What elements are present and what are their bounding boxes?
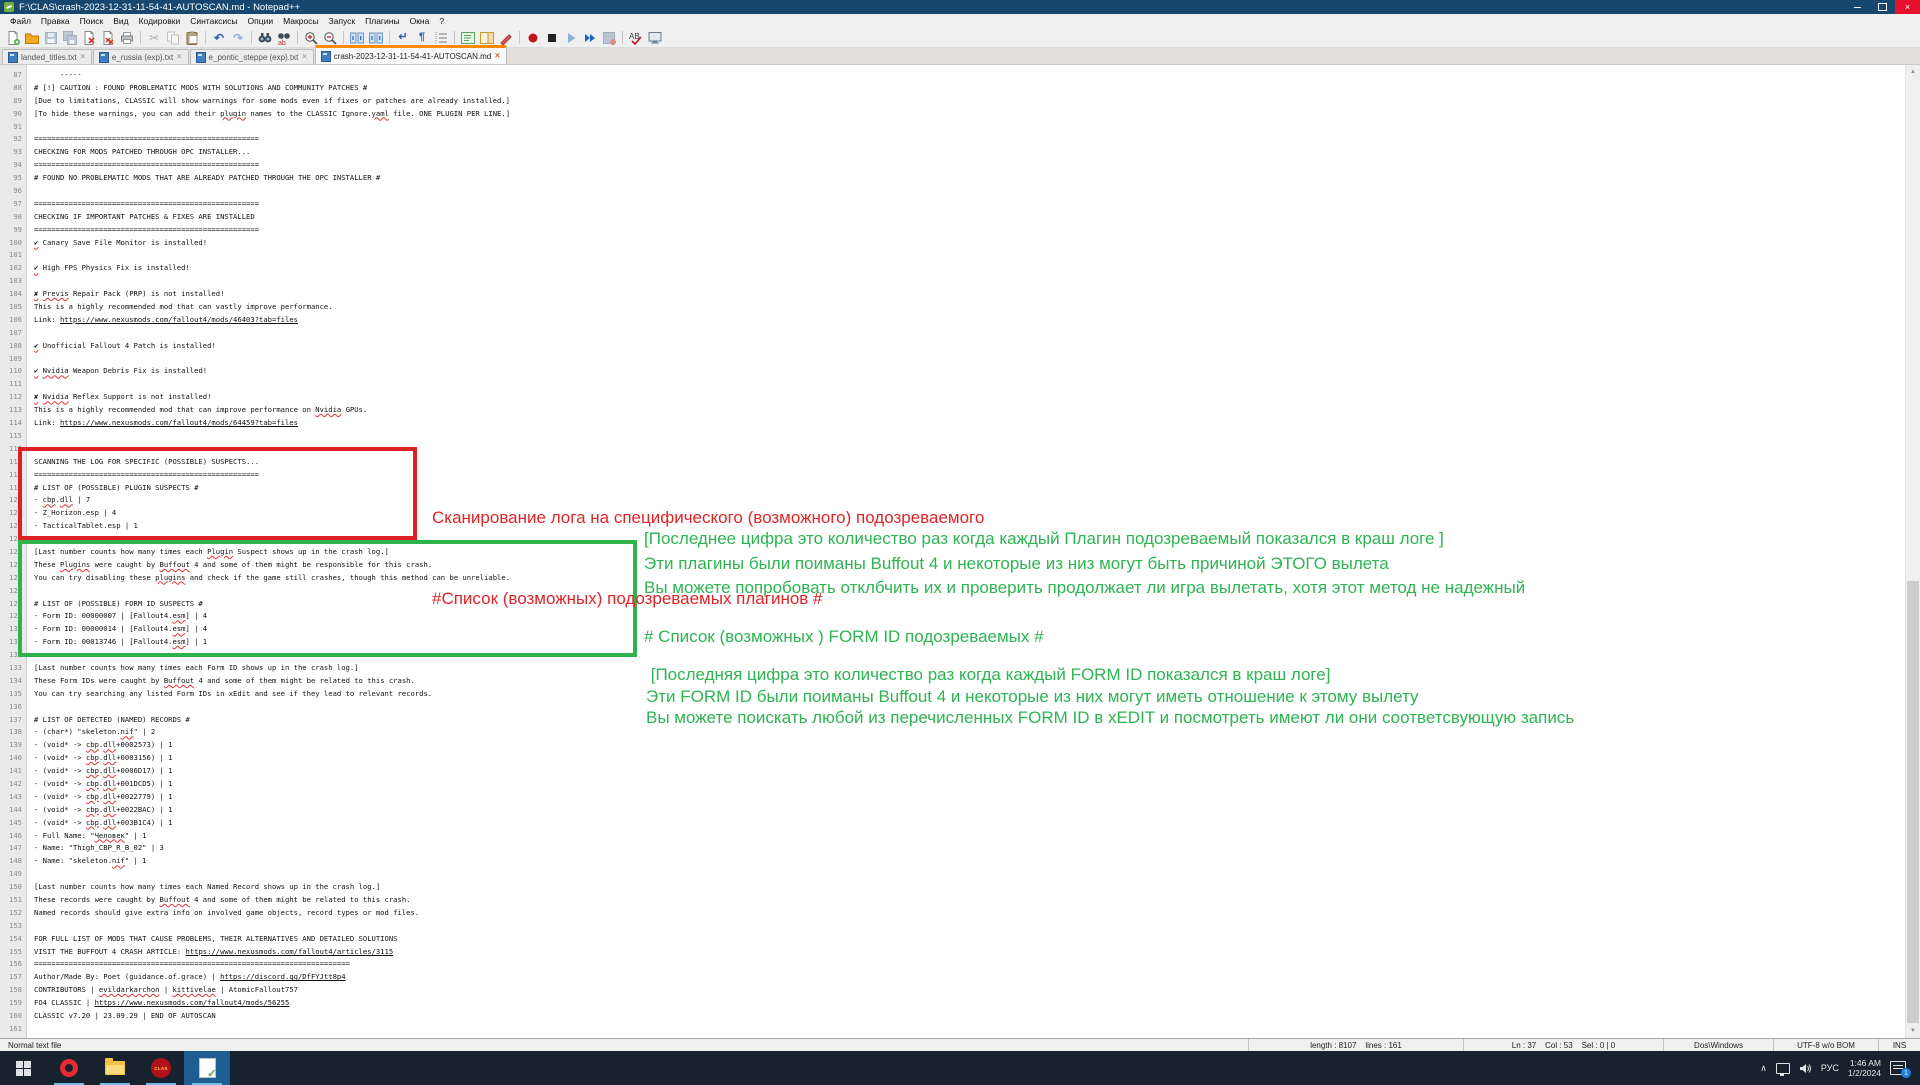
code-line: ✘ Previs Repair Pack (PRP) is not installed! (34, 289, 225, 299)
line-number: 101 (9, 250, 22, 260)
green-annotation-block-2 (646, 664, 1574, 729)
line-number: 147 (9, 843, 22, 853)
line-number: 131 (9, 637, 22, 647)
new-file-icon[interactable] (4, 29, 22, 46)
menu-search[interactable]: Поиск (79, 16, 104, 26)
line-number: 149 (9, 869, 22, 879)
line-number: 146 (9, 830, 22, 840)
code-line: Named records should give extra info on involved game objects, record types or mod files. (34, 907, 420, 917)
tab-close-icon[interactable]: ✕ (79, 52, 86, 62)
line-number: 140 (9, 753, 22, 763)
menu-bar (0, 14, 1920, 28)
code-line: These Form IDs were caught by Buffout 4 and some of them might be related to this crash. (34, 675, 415, 685)
line-number: 88 (13, 82, 22, 92)
file-monitoring-icon[interactable] (646, 29, 664, 46)
status-encoding[interactable]: UTF-8 w/o BOM (1773, 1039, 1878, 1051)
save-icon[interactable] (42, 29, 60, 46)
line-number: 104 (9, 289, 22, 299)
replace-icon[interactable] (275, 29, 293, 46)
code-line: FO4 CLASSIC | https://www.nexusmods.com/fallout4/mods/56255 (34, 998, 290, 1008)
action-center-icon[interactable] (1890, 1061, 1906, 1075)
code-line: - (void* -> cbp.dll+0022BAC) | 1 (34, 804, 173, 814)
line-number-gutter[interactable] (0, 65, 27, 1038)
status-cursor-position: Ln : 37 Col : 53 Sel : 0 | 0 (1463, 1039, 1663, 1051)
line-number: 130 (9, 624, 22, 634)
code-line: - Name: "Thigh_CBP_R_B_02" | 3 (34, 843, 164, 853)
code-line: CLASSIC v7.20 | 23.09.29 | END OF AUTOSCAN (34, 1011, 216, 1021)
line-number: 116 (9, 443, 22, 453)
line-number: 152 (9, 907, 22, 917)
line-number: 154 (9, 933, 22, 943)
line-number: 118 (9, 469, 22, 479)
tab-label: landed_titles.txt (21, 52, 77, 62)
annotation-line: Эти плагины были поиманы Buffout 4 и некоторые из низ могут быть причиной ЭТОГО вылета (644, 553, 1389, 573)
print-icon[interactable] (118, 29, 136, 46)
code-line: - TacticalTablet.esp | 1 (34, 521, 138, 531)
code-line (34, 1023, 1920, 1036)
line-number: 159 (9, 998, 22, 1008)
menu-help[interactable]: ? (439, 16, 445, 26)
line-number: 103 (9, 276, 22, 286)
code-line (34, 275, 1920, 288)
code-line: - (char*) "skeleton.nif" | 2 (34, 727, 156, 737)
line-number: 150 (9, 882, 22, 892)
code-line: - cbp.dll | 7 (34, 495, 91, 505)
code-line: FOR FULL LIST OF MODS THAT CAUSE PROBLEMS, THEIR ALTERNATIVES AND DETAILED SOLUTIONS (34, 933, 398, 943)
line-number: 135 (9, 688, 22, 698)
code-line: # [!] CAUTION : FOUND PROBLEMATIC MODS WITH SOLUTIONS AND COMMUNITY PATCHES # (34, 82, 368, 92)
code-line (34, 378, 1920, 391)
line-number: 106 (9, 314, 22, 324)
line-number: 94 (13, 160, 22, 170)
tray-expand-icon[interactable]: ∧ (1760, 1062, 1767, 1073)
line-number: 120 (9, 495, 22, 505)
copy-icon[interactable] (164, 29, 182, 46)
notepad-document-icon (199, 1058, 216, 1078)
code-line: ==================================================== (34, 469, 260, 479)
notepad-plus-plus-icon (4, 2, 14, 12)
close-button[interactable]: × (1895, 0, 1920, 14)
status-doc-type: Normal text file (8, 1040, 62, 1050)
code-line (34, 868, 1920, 881)
toolbar-separator (140, 31, 141, 44)
toolbar-separator (205, 31, 206, 44)
function-list-icon[interactable] (459, 29, 477, 46)
green-annotation-block-1 (644, 527, 1525, 601)
document-map-icon[interactable] (478, 29, 496, 46)
line-number: 95 (13, 173, 22, 183)
code-line: # FOUND NO PROBLEMATIC MODS THAT ARE ALREADY PATCHED THROUGH THE OPC INSTALLER # (34, 173, 381, 183)
line-number: 156 (9, 959, 22, 969)
line-number: 129 (9, 611, 22, 621)
tab-crash-autoscan[interactable] (315, 45, 507, 64)
code-line: - Form ID: 00000007 | [Fallout4.esm] | 4 (34, 611, 208, 621)
spell-check-icon[interactable] (627, 29, 645, 46)
line-number: 128 (9, 598, 22, 608)
line-number: 123 (9, 534, 22, 544)
toolbar-separator (251, 31, 252, 44)
tab-e-pontic-steppe[interactable] (190, 49, 314, 64)
menu-macro[interactable]: Макросы (283, 16, 319, 26)
tab-label: crash-2023-12-31-11-54-41-AUTOSCAN.md (333, 51, 492, 61)
file-icon (321, 51, 331, 62)
svg-text:ab: ab (278, 39, 286, 46)
line-number: 115 (9, 430, 22, 440)
line-number: 112 (9, 392, 22, 402)
code-line: ==================================================== (34, 443, 260, 453)
annotation-line: [Последнее цифра это количество раз когда каждый Плагин подозреваемый показался в краш логе ] (644, 529, 1444, 548)
code-line: - Form ID: 00013746 | [Fallout4.esm] | 1 (34, 637, 208, 647)
line-number: 158 (9, 985, 22, 995)
line-number: 90 (13, 108, 22, 118)
line-number: 125 (9, 559, 22, 569)
code-line: - (void* -> cbp.dll+003B1C4) | 1 (34, 817, 173, 827)
code-line: - (void* -> cbp.dll+0006D17) | 1 (34, 766, 173, 776)
line-number: 122 (9, 521, 22, 531)
classic-app-icon: CLAS (151, 1058, 171, 1078)
code-line (34, 430, 1920, 443)
paste-icon[interactable] (183, 29, 201, 46)
line-number: 151 (9, 895, 22, 904)
document-list-icon[interactable] (497, 29, 515, 46)
file-icon (196, 52, 206, 63)
minimize-button[interactable] (1845, 0, 1870, 14)
scroll-down-arrow-icon[interactable]: ▼ (1910, 1028, 1916, 1034)
annotation-line: Эти FORM ID были поиманы Buffout 4 и некоторые из них могут иметь отношение к этому вылету (646, 686, 1419, 706)
menu-run[interactable]: Запуск (328, 16, 356, 26)
line-number: 139 (9, 740, 22, 750)
toolbar-separator (622, 31, 623, 44)
code-line: [Due to limitations, CLASSIC will show warnings for some mods even if fixes or patches are already installed.] (34, 95, 510, 105)
code-line: ✔ Unofficial Fallout 4 Patch is installed! (34, 340, 216, 350)
macro-save-icon[interactable] (600, 29, 618, 46)
code-line (34, 185, 1920, 198)
code-line: This is a highly recommended mod that can improve performance on Nvidia GPUs. (34, 405, 368, 415)
windows-logo-icon (16, 1061, 31, 1076)
code-line: - Name: "skeleton.nif" | 1 (34, 856, 147, 866)
code-line: Author/Made By: Poet (guidance.of.grace) | https://discord.gg/DfFYJtt8p4 (34, 972, 346, 982)
code-line: - Full Name: "Человек" | 1 (34, 830, 147, 840)
code-line: # LIST OF (POSSIBLE) FORM ID SUSPECTS # (34, 598, 203, 608)
line-number: 109 (9, 353, 22, 363)
line-number: 138 (9, 727, 22, 737)
line-number: 107 (9, 327, 22, 337)
network-icon[interactable] (1776, 1063, 1790, 1074)
status-bar (0, 1038, 1920, 1051)
toolbar-separator (519, 31, 520, 44)
line-number: 145 (9, 817, 22, 827)
code-line (34, 249, 1920, 262)
code-line: ✘ Nvidia Reflex Support is not installed! (34, 392, 212, 402)
menu-language[interactable]: Синтаксисы (190, 16, 238, 26)
line-number: 124 (9, 546, 22, 556)
code-line: CHECKING FOR MODS PATCHED THROUGH OPC INSTALLER... (34, 147, 251, 157)
tab-close-icon[interactable]: ✕ (494, 51, 501, 61)
code-line (34, 920, 1920, 933)
line-number: 98 (13, 211, 22, 221)
status-eol-format[interactable]: Dos\Windows (1663, 1039, 1773, 1051)
language-indicator[interactable]: РУС (1820, 1063, 1839, 1073)
maximize-button[interactable] (1870, 0, 1895, 14)
line-number: 111 (9, 379, 22, 389)
code-line: ==================================================== (34, 134, 260, 144)
line-number: 96 (13, 186, 22, 196)
tab-bar (0, 48, 1920, 64)
line-number: 117 (9, 456, 22, 466)
tab-landed-titles[interactable] (2, 49, 92, 64)
status-insert-mode[interactable]: INS (1878, 1039, 1920, 1051)
menu-view[interactable]: Вид (113, 16, 129, 26)
code-line: ✔ High FPS Physics Fix is installed! (34, 263, 190, 273)
file-icon (8, 52, 18, 63)
line-number: 137 (9, 714, 22, 724)
line-number: 93 (13, 147, 22, 157)
code-line: VISIT THE BUFFOUT 4 CRASH ARTICLE: https://www.nexusmods.com/fallout4/articles/3115 (34, 946, 394, 956)
line-number: 148 (9, 856, 22, 866)
code-line: [Last number counts how many times each Form ID shows up in the crash log.] (34, 662, 359, 672)
line-number: 119 (9, 482, 22, 492)
code-line (34, 353, 1920, 366)
macro-stop-icon[interactable] (543, 29, 561, 46)
word-wrap-icon[interactable]: ↵ (398, 31, 408, 43)
code-line: These Plugins were caught by Buffout 4 and some of them might be responsible for this crash. (34, 559, 433, 569)
tab-label: e_russia (exp).txt (111, 52, 174, 62)
line-number: 143 (9, 791, 22, 801)
macro-run-multiple-icon[interactable] (581, 29, 599, 46)
line-number: 114 (9, 418, 22, 428)
menu-edit[interactable]: Правка (40, 16, 70, 26)
toolbar-separator (389, 31, 390, 44)
notification-badge: 1 (1901, 1068, 1911, 1078)
close-all-icon[interactable] (99, 29, 117, 46)
code-line: This is a highly recommended mod that can vastly improve performance. (34, 302, 333, 312)
macro-play-icon[interactable] (562, 29, 580, 46)
line-number: 153 (9, 920, 22, 930)
code-line: - Form ID: 00000014 | [Fallout4.esm] | 4 (34, 624, 208, 634)
line-number: 110 (9, 366, 22, 376)
line-number: 105 (9, 302, 22, 312)
code-line: These records were caught by Buffout 4 and some of them might be related to this crash. (34, 895, 411, 904)
code-line: ✔ Nvidia Weapon Debris Fix is installed! (34, 366, 208, 376)
code-line: - (void* -> cbp.dll+0022779) | 1 (34, 791, 173, 801)
find-icon[interactable] (256, 29, 274, 46)
show-all-characters-icon[interactable]: ¶ (418, 31, 426, 43)
toolbar (0, 28, 1920, 48)
annotation-line: Вы можете поискать любой из перечисленных FORM ID в xEDIT и посмотреть имеют ли они соответсвующую запись (646, 708, 1575, 727)
redo-icon[interactable]: ↷ (232, 30, 244, 45)
green-annotation-header: # Список (возможных ) FORM ID подозреваемых # (644, 627, 1044, 646)
red-annotation-text: Сканирование лога на специфического (возможного) подозреваемого #Список (возможных) подозреваемых плагинов # (432, 508, 985, 608)
code-line: - (void* -> cbp.dll+0003156) | 1 (34, 753, 173, 763)
code-line: ==================================================== (34, 160, 260, 170)
undo-icon[interactable]: ↶ (213, 30, 225, 45)
code-line: [To hide these warnings, you can add their plugin names to the CLASSIC Ignore.yaml file. ONE PLUGIN PER LINE.] (34, 108, 511, 118)
menu-plugins[interactable]: Плагины (365, 16, 400, 26)
code-line: CHECKING IF IMPORTANT PATCHES & FIXES ARE INSTALLED (34, 211, 255, 221)
code-line: ==================================================== (34, 224, 260, 234)
line-number: 136 (9, 701, 22, 711)
window-title: F:\CLAS\crash-2023-12-31-11-54-41-AUTOSCAN.md - Notepad++ (19, 1, 301, 13)
annotation-line: [Последняя цифра это количество раз когда каждый FORM ID показался в краш логе] (646, 665, 1331, 684)
line-number: 161 (9, 1023, 22, 1033)
code-line: # LIST OF (POSSIBLE) PLUGIN SUSPECTS # (34, 482, 199, 492)
open-file-icon[interactable] (23, 29, 41, 46)
line-number: 141 (9, 766, 22, 776)
line-number: 160 (9, 1011, 22, 1021)
editor (0, 64, 1920, 1038)
code-line: ========================================================================= (34, 959, 350, 969)
toolbar-separator (297, 31, 298, 44)
code-line (34, 121, 1920, 134)
tab-label: e_pontic_steppe (exp).txt (208, 52, 299, 62)
line-number: 113 (9, 405, 22, 415)
line-number: 91 (13, 121, 22, 131)
line-number: 155 (9, 946, 22, 956)
code-line (34, 327, 1920, 340)
line-number: 126 (9, 572, 22, 582)
tab-e-russia[interactable] (93, 49, 189, 64)
line-number: 89 (13, 95, 22, 105)
zoom-out-icon[interactable] (321, 29, 339, 46)
menu-file[interactable]: Файл (10, 16, 31, 26)
toolbar-separator (454, 31, 455, 44)
code-line: - Z_Horizon.esp | 4 (34, 508, 117, 518)
opera-icon (60, 1059, 78, 1077)
line-number: 100 (9, 237, 22, 247)
status-length-lines: length : 8107 lines : 161 (1248, 1039, 1463, 1051)
line-number: 133 (9, 662, 22, 672)
line-number: 102 (9, 263, 22, 273)
menu-window[interactable]: Окна (409, 16, 430, 26)
close-file-icon[interactable] (80, 29, 98, 46)
line-number: 97 (13, 198, 22, 208)
title-bar (0, 0, 1920, 14)
svg-text:AB: AB (629, 31, 640, 41)
menu-settings[interactable]: Опции (247, 16, 274, 26)
line-number: 132 (9, 650, 22, 660)
indent-guide-icon[interactable] (432, 29, 450, 46)
line-number: 108 (9, 340, 22, 350)
code-line: ✔ Canary Save File Monitor is installed! (34, 237, 208, 247)
code-line: - (void* -> cbp.dll+001DCD5) | 1 (34, 778, 173, 788)
sync-horizontal-icon[interactable] (367, 29, 385, 46)
code-line: [Last number counts how many times each Plugin Suspect shows up in the crash log.] (34, 546, 389, 556)
code-line: SCANNING THE LOG FOR SPECIFIC (POSSIBLE) SUSPECTS... (34, 456, 260, 466)
code-line: ==================================================== (34, 198, 260, 208)
speaker-icon[interactable] (1799, 1063, 1812, 1074)
code-line: ----- (34, 70, 82, 79)
code-line: Link: https://www.nexusmods.com/fallout4/mods/46403?tab=files (34, 314, 298, 324)
code-line: You can try disabling these plugins and check if the game still crashes, though this method can be unreliable. (34, 572, 511, 582)
code-line: - (void* -> cbp.dll+0002573) | 1 (34, 740, 173, 750)
code-line: You can try searching any listed Form IDs in xEdit and see if they lead to relevant records. (34, 688, 433, 698)
line-number: 87 (13, 70, 22, 79)
line-number: 142 (9, 778, 22, 788)
line-number: 99 (13, 224, 22, 234)
code-line: # LIST OF DETECTED (NAMED) RECORDS # (34, 714, 190, 724)
line-number: 92 (13, 134, 22, 144)
line-number: 127 (9, 585, 22, 595)
save-all-icon[interactable] (61, 29, 79, 46)
code-line: [Last number counts how many times each Named Record shows up in the crash log.] (34, 882, 381, 892)
annotation-line: Вы можете попробовать отклбчить их и проверить продолжает ли игра вылетать, хотя этот метод не надежный (644, 578, 1526, 597)
macro-record-icon[interactable] (524, 29, 542, 46)
scroll-up-arrow-icon[interactable]: ▲ (1910, 69, 1916, 75)
code-line: CONTRIBUTORS | evildarkarchon | kittivelae | AtomicFallout757 (34, 985, 298, 995)
file-explorer-icon (105, 1061, 125, 1075)
zoom-in-icon[interactable] (302, 29, 320, 46)
tab-close-icon[interactable]: ✕ (176, 52, 183, 62)
sync-vertical-icon[interactable] (348, 29, 366, 46)
clock[interactable]: 1:46 AM 1/2/2024 (1847, 1058, 1881, 1078)
line-number: 157 (9, 972, 22, 982)
line-number: 121 (9, 508, 22, 518)
line-number: 144 (9, 804, 22, 814)
toolbar-separator (343, 31, 344, 44)
code-line: Link: https://www.nexusmods.com/fallout4/mods/64459?tab=files (34, 418, 298, 428)
vertical-scrollbar[interactable] (1905, 65, 1920, 1038)
cut-icon[interactable]: ✂ (148, 30, 160, 45)
line-number: 134 (9, 675, 22, 685)
tab-close-icon[interactable]: ✕ (301, 52, 308, 62)
scrollbar-thumb[interactable] (1907, 581, 1919, 1024)
file-icon (99, 52, 109, 63)
menu-encoding[interactable]: Кодировки (138, 16, 181, 26)
